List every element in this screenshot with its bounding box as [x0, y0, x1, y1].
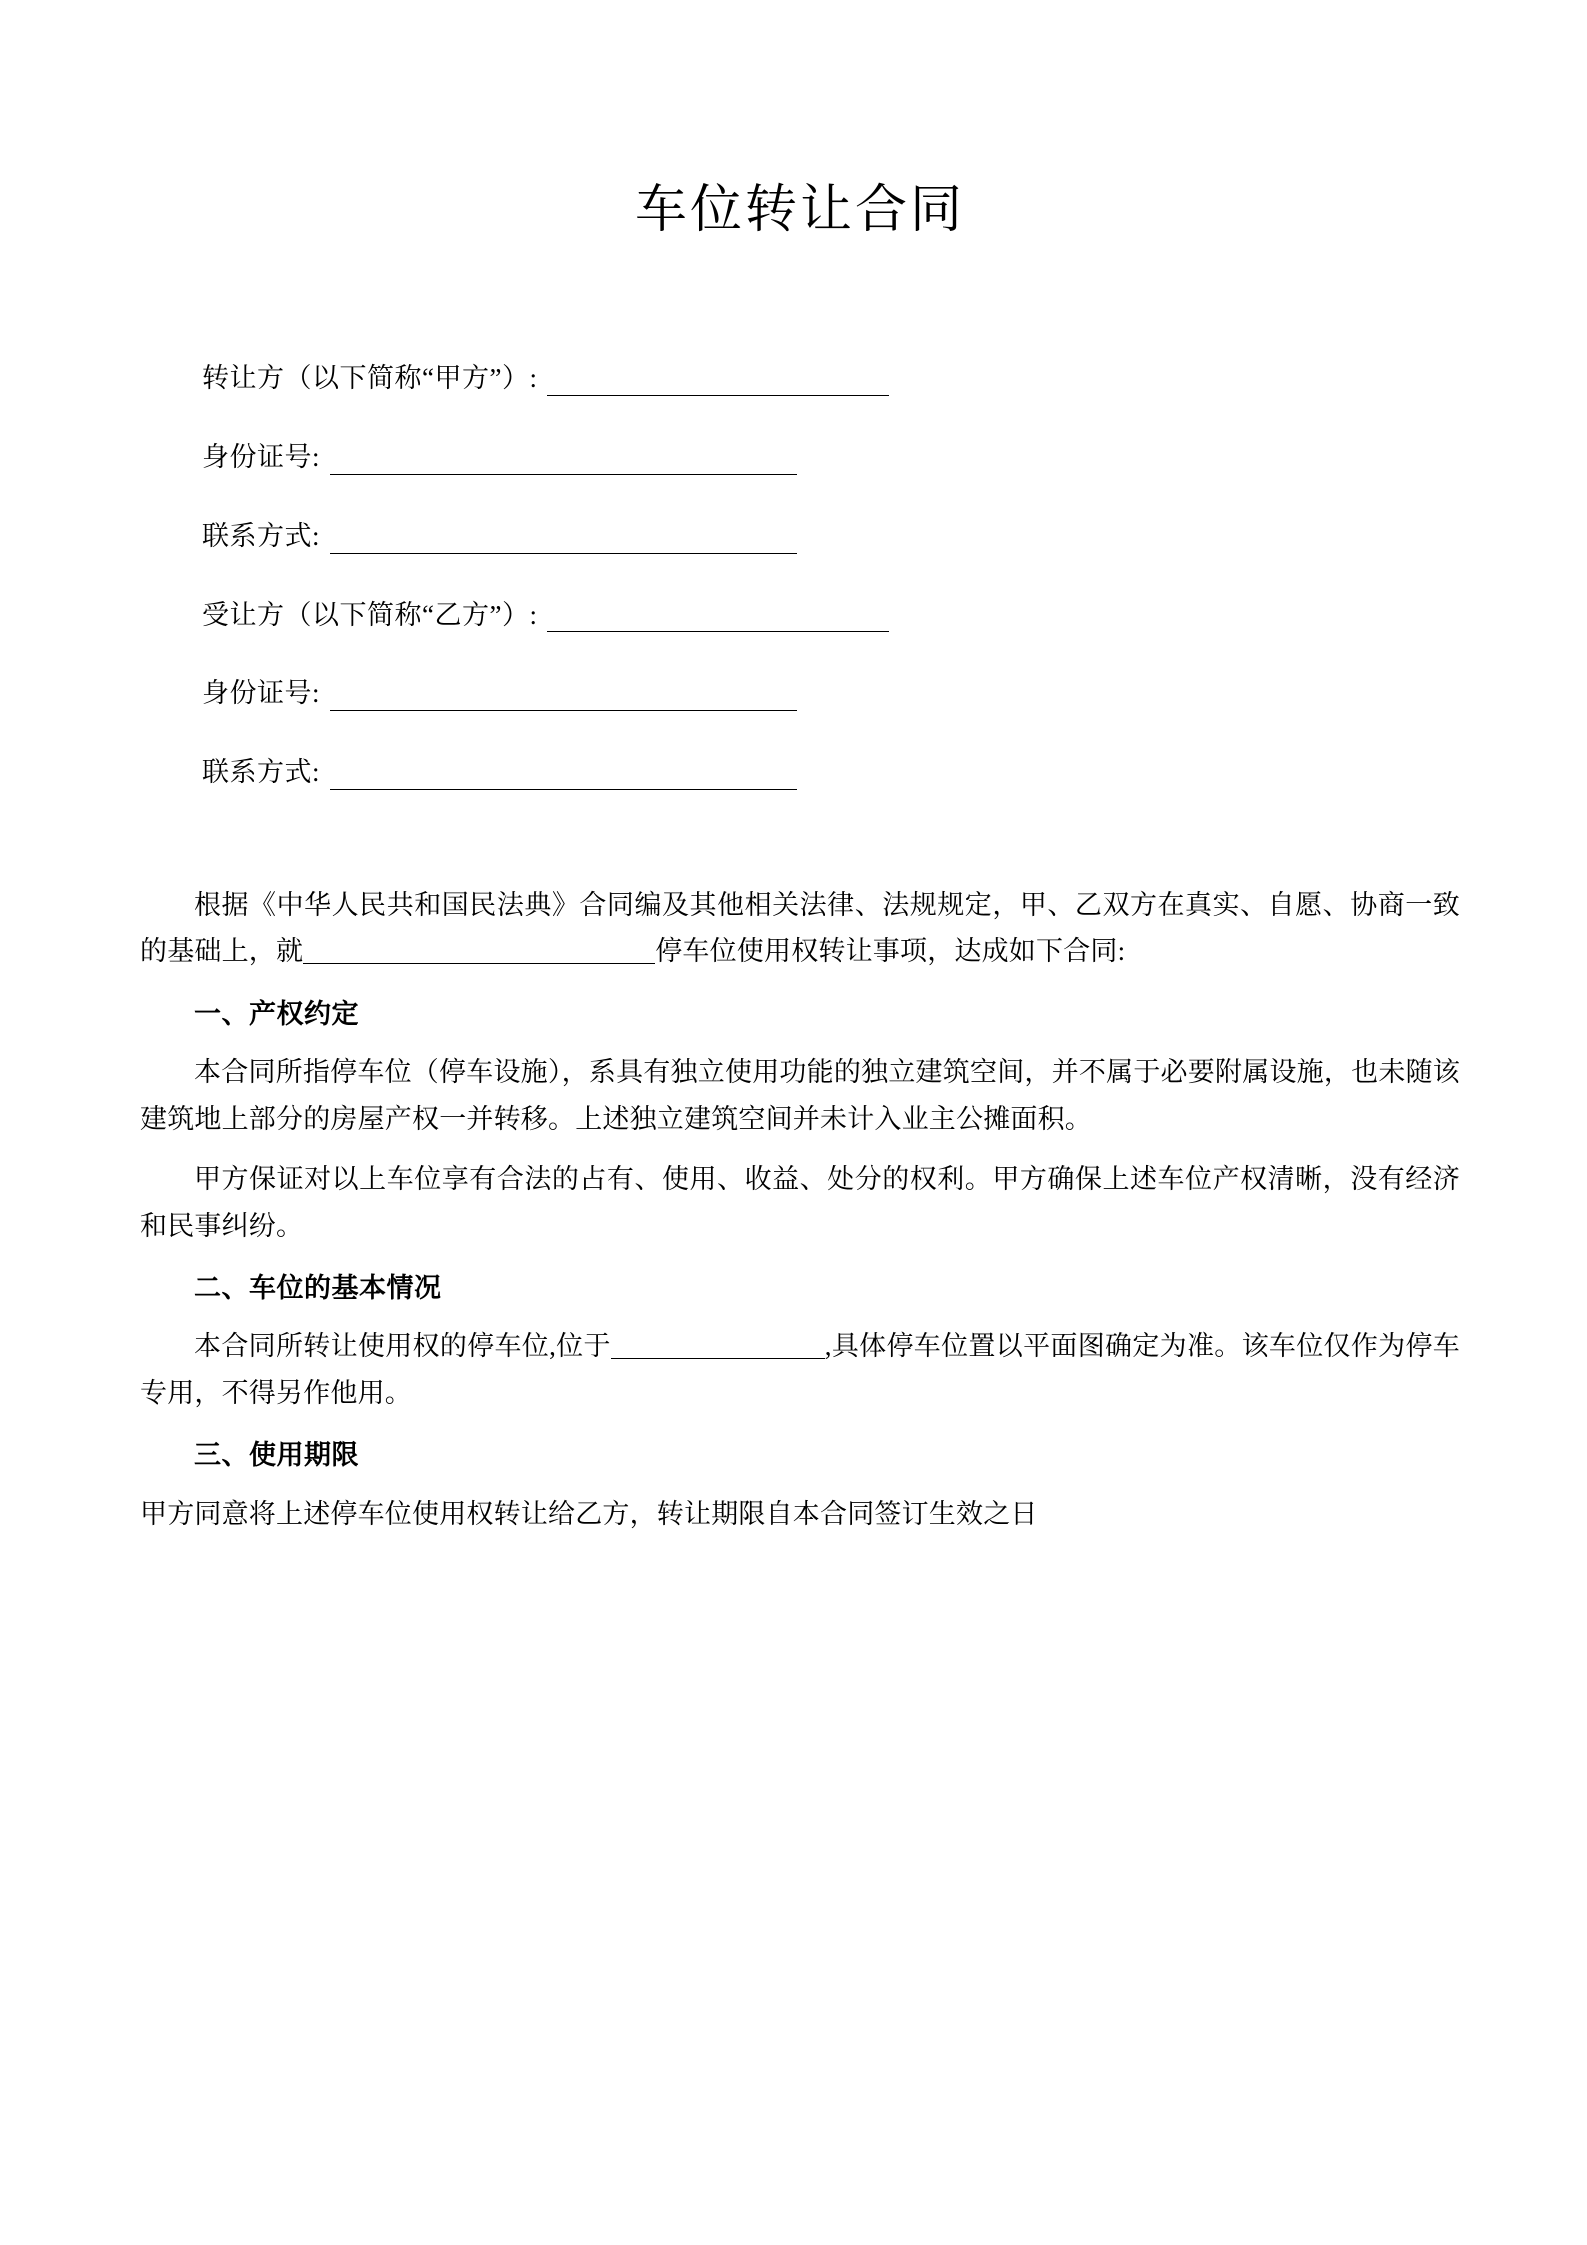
field-row-transferor-name — [140, 362, 1460, 396]
section-ownership-paragraph-1: 本合同所指停车位（停车设施），系具有独立使用功能的独立建筑空间，并不属于必要附属设施，也未随该建筑地上部分的房屋产权一并转移。上述独立建筑空间并未计入业主公摊面积。 — [140, 1057, 1460, 1134]
field-blank-transferor-name[interactable] — [547, 369, 889, 396]
space-details-text-part1: 本合同所转让使用权的停车位,位于 — [194, 1331, 611, 1362]
section-usage-term-paragraph: 甲方同意将上述停车位使用权转让给乙方，转让期限自本合同签订生效之日 — [140, 1498, 1038, 1529]
page-title: 车位转让合同 — [634, 182, 965, 239]
field-blank-transferor-id[interactable] — [330, 448, 797, 475]
space-details-blank-location[interactable] — [611, 1334, 825, 1359]
field-blank-transferee-id[interactable] — [330, 684, 797, 711]
field-row-transferor-contact — [140, 520, 1460, 554]
section-heading-ownership: 一、产权约定 — [194, 998, 359, 1029]
field-label-transferee-id: 身份证号: — [202, 678, 321, 709]
field-row-transferee-contact — [140, 756, 1460, 790]
section-ownership-paragraph-2: 甲方保证对以上车位享有合法的占有、使用、收益、处分的权利。甲方确保上述车位产权清晰，没有经济和民事纠纷。 — [140, 1164, 1460, 1241]
document-content — [140, 0, 1460, 1551]
field-blank-transferee-name[interactable] — [547, 605, 889, 632]
section-space-details-paragraph — [140, 1323, 1460, 1416]
field-label-transferor-name: 转让方（以下简称“甲方”）: — [202, 363, 538, 394]
field-row-transferee-id — [140, 677, 1460, 711]
field-label-transferor-id: 身份证号: — [202, 442, 321, 473]
preamble-paragraph — [140, 882, 1460, 975]
preamble-text-part2: 停车位使用权转让事项，达成如下合同: — [655, 936, 1126, 967]
field-label-transferee-name: 受让方（以下简称“乙方”）: — [202, 599, 538, 630]
preamble-blank-parking-space[interactable] — [303, 939, 655, 964]
field-row-transferor-id — [140, 441, 1460, 475]
field-label-transferee-contact: 联系方式: — [202, 757, 321, 788]
field-row-transferee-name — [140, 599, 1460, 633]
section-heading-usage-term: 三、使用期限 — [194, 1440, 359, 1471]
space-details-text-part2: ,具体停车位置以平面图确定为准。该车位仅作为停车专用，不得另作他用。 — [140, 1331, 1460, 1408]
party-information-block — [140, 362, 1460, 790]
section-heading-space-details: 二、车位的基本情况 — [194, 1272, 442, 1303]
document-body — [140, 882, 1460, 1537]
field-blank-transferee-contact[interactable] — [330, 763, 797, 790]
field-blank-transferor-contact[interactable] — [330, 527, 797, 554]
field-label-transferor-contact: 联系方式: — [202, 520, 321, 551]
preamble-text-part1: 根据《中华人民共和国民法典》合同编及其他相关法律、法规规定，甲、乙双方在真实、自愿、协商一致的基础上，就 — [140, 889, 1460, 967]
